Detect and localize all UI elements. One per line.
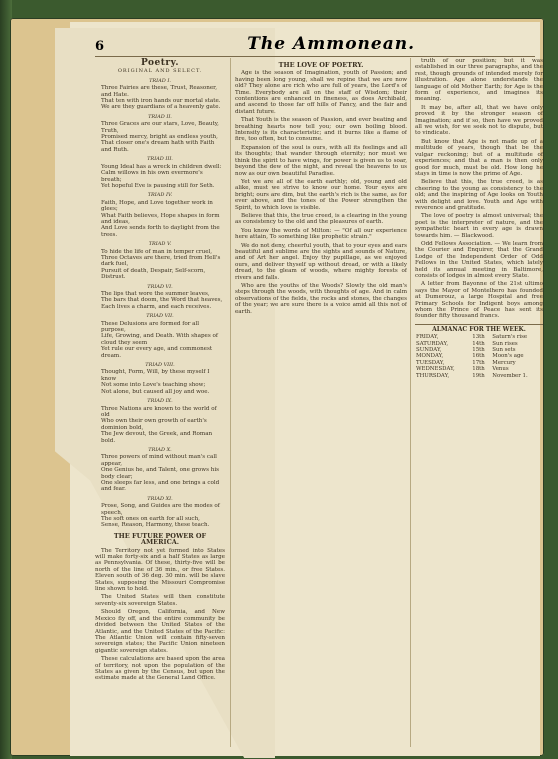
verse-line: Faith, Hope, and Love together work in glees;	[101, 199, 213, 213]
paragraph: Age is the season of Imagination, youth of Passion; and having been long young, shall we repine that we are now old? They alone are rich who are full of years, the Lord's of Time. Everybody are all on the staff of Wisdom; their contentions are enhanced in fineness, as does Archibald, and ascend to those far off hills of Fancy, and the fair and distant future.	[235, 70, 407, 115]
page-header	[95, 32, 535, 57]
verse-line: Not alone, but caused all joy and woe.	[101, 388, 210, 395]
verse-line: Three Fairies are these, Trust, Reasoner, and Hate.	[101, 85, 217, 98]
paragraph: The Territory not yet formed into States will make forty-six and a half States as large as Pennsylvania. Of these, thirty-five will be north of the line of 36 min., or free States. Eleven south of 36 deg. 30 min. will be slave States, supposing the Missouri Compromise line shown to hold.	[95, 547, 225, 593]
verse-line: And Love sends forth to daylight from the trees.	[101, 225, 220, 238]
almanac-date: 19th	[472, 372, 485, 379]
verse-line: Three powers of mind without man's call appear,	[101, 454, 217, 467]
verse-heading: TRIAD I.	[149, 77, 171, 84]
almanac-day: SUNDAY,	[416, 347, 442, 354]
verse-line: What Faith believes, Hope shapes in form and ideas,	[101, 212, 220, 225]
almanac-event: Sun rises	[492, 340, 518, 347]
verse-line: The lips that wore the summer leaves,	[101, 291, 210, 297]
verse-heading: TRIAD X.	[148, 446, 172, 453]
verse-line: Not some into Love's teaching show;	[101, 382, 206, 389]
column-poetry	[95, 58, 225, 747]
verse-line: One Genius he, and Talent, one grows his body clear;	[101, 467, 219, 480]
paragraph: Believe that this, the true creed, is a clearing in the young as consistency to the old and the pleasures of earth.	[235, 212, 407, 226]
verse-line: Young Ideal has a wreck in children dwell:	[101, 163, 222, 170]
verse-heading: TRIAD VI.	[147, 283, 173, 290]
verse-line: The bars that doom, the Word that heaves,	[101, 297, 223, 304]
verse-heading: TRIAD XI.	[147, 495, 173, 502]
verse-line: To hide the life of man in temper cruel,	[101, 248, 213, 255]
almanac-day: TUESDAY,	[416, 359, 445, 366]
paragraph: Yet we are all of the earth earthly; old, young and old alike, must we strive to know our home. Your eyes are bright; ours are dim, but the earth's rich is the same, as for ever above, and the tones of the Power strengthen the Spirit, to which love is visible.	[235, 178, 407, 211]
verse-heading: TRIAD III.	[147, 156, 173, 163]
verse-heading: TRIAD IV.	[147, 192, 173, 199]
right-article	[415, 58, 543, 320]
almanac-day: WEDNESDAY,	[416, 366, 455, 373]
paragraph: You know the words of Milton: — "Of all our experience here attain, To something like prophetic strain."	[235, 227, 407, 241]
future-article	[95, 548, 225, 682]
paragraph: Odd Fellows Association. — We learn from the Courier and Enquirer, that the Grand Lodge of the Independent Order of Odd Fellows in the United States, which lately held its annual meeting in Baltimore, consists of lodges in almost every State.	[415, 240, 543, 279]
almanac-event: Mercury	[492, 359, 516, 366]
page-number: 6	[95, 39, 105, 54]
verse-line: The Jew devout, the Greek, and Roman bold.	[101, 431, 213, 444]
paragraph: Expansion of the soul is ours, with all its feelings and all its thoughts; that wander through eternity; nor must we think the spirit to have wings, for power is given us to soar, beyond the dew of the night, and reveal the heavens to us now as our own beautiful Paradise.	[235, 144, 407, 177]
verse-line: That ten with iron hands our mortal state.	[101, 98, 221, 105]
paragraph: The love of poetry is almost universal; the poet is the interpreter of nature, and the sympathetic heart in every age is drawn towards him. — Blackwood.	[415, 213, 543, 239]
verse-line: The soft ones on earth for all such,	[101, 516, 200, 522]
verse-heading: TRIAD VII.	[146, 313, 174, 320]
almanac-date: 16th	[472, 353, 485, 360]
almanac-row	[415, 334, 543, 340]
almanac-date: 14th	[472, 340, 485, 347]
paragraph: That Youth is the season of Passion, and ever beating and breathing hearts now tell you; our own boiling blood. Intensity is its characteristic; and it burns like a flame of fire, too often, but to consume.	[235, 117, 407, 143]
poetry-title: Poetry.	[141, 58, 179, 68]
paragraph: Believe that this, the true creed, is as cheering to the young as consistency to the old; and the inspiring of Age looks on Youth with delight and love. Youth and Age with reverence and gratitude.	[415, 179, 543, 211]
paragraph: We do not deny, cheerful youth, that to your eyes and ears beautiful and sublime are the sights and sounds of Nature, and of Art her angel. Enjoy thy pupillage, as we enjoyed ours, and deliver thyself up without dread, or with a likely dread, to the gleam of woods, where mighty forests of rivers and falls.	[235, 242, 407, 281]
almanac-event: November 1.	[492, 372, 528, 379]
verse-line: Yet hopeful Eve is pausing still for Seth.	[101, 182, 215, 189]
verse-line: Three Graces are our stars, Love, Beauty, Truth,	[101, 121, 219, 134]
almanac-date: 18th	[472, 366, 485, 373]
almanac-day: THURSDAY,	[416, 372, 450, 379]
verse-line: We are they guardians of a heavenly gate.	[101, 104, 221, 111]
verse-list	[95, 78, 225, 529]
paragraph: The United States will then constitute seventy-six sovereign States.	[95, 594, 225, 607]
verse-line: One sleeps far less, and one brings a cold and fear.	[101, 479, 220, 493]
almanac-date: 13th	[472, 334, 485, 341]
almanac-event: Saturn's rise	[492, 334, 528, 341]
verse-line: Prose, Song, and Guides are the modes of speech,	[101, 503, 220, 516]
verse-line: That closer one's dream hath with Faith and Ruth.	[101, 140, 215, 153]
verse-line: Promised mercy, bright as endless youth,	[101, 134, 218, 141]
almanac-event: Moon's age	[492, 353, 524, 360]
paragraph: It may be, after all, that we have only proved it by the stronger season of Imagination; and if so, then have we proved all we wish, for we seek not to dispute, but to vindicate.	[415, 104, 543, 137]
column-right	[410, 58, 543, 747]
poetry-subtitle: ORIGINAL AND SELECT.	[117, 68, 203, 75]
almanac-day: MONDAY,	[416, 353, 444, 360]
column-love-of-poetry	[230, 58, 407, 747]
almanac-event: Venus	[492, 366, 509, 373]
verse-heading: TRIAD IX.	[147, 398, 173, 405]
almanac-table	[415, 334, 543, 379]
almanac-day: FRIDAY,	[416, 334, 439, 341]
almanac-date: 17th	[472, 359, 485, 366]
paragraph: But know that Age is not made up of a multitude of years, though that be the vulgar reckoning; but of a multitude of experiences; and that a man is then only good for much, must be old. How long he stays in time is now the prime of Age.	[415, 138, 543, 177]
verse-line: Three Octaves are there, tried from Hell's dark fuel,	[101, 254, 221, 268]
paragraph: A letter from Bayonne of the 21st ultimo says the Mayor of Montelhero has founded at Dumerouz, a large Hospital and free Primary Schools for Indigent boys among whom the Prince of Peace has sent its founder fifty thousand francs.	[415, 281, 543, 320]
verse-line: Three Nations are known to the world of old	[101, 405, 217, 418]
paragraph: These calculations are based upon the area of territory, not upon the population of the States as given by the Census, but upon the estimate made at the General Land Office.	[95, 656, 225, 682]
verse-heading: TRIAD V.	[148, 241, 172, 248]
verse-line: These Delusions are formed for all purpose,	[101, 320, 200, 334]
verse-line: Who own their own growth of earth's dominion bold,	[101, 418, 207, 431]
paragraph: Who are the youths of the Woods? Slowly the old man's steps through the woods, with thoughts of age. And in calm observations of the fields, the rocks and stones, the changes of the year; we are sure there is a voice amid all this not of earth.	[235, 283, 407, 315]
verse-heading: TRIAD VIII.	[145, 362, 175, 369]
masthead: The Ammonean.	[247, 34, 415, 54]
verse-line: Pursuit of death, Despair, Self-scorn, Distrust.	[101, 267, 206, 281]
love-article	[235, 70, 407, 315]
love-title: THE LOVE OF POETRY.	[278, 61, 364, 69]
verse-line: Sense, Reason, Harmony, these teach.	[101, 522, 210, 529]
verse-line: Thought, Form, Will, by these myself I know	[101, 369, 210, 382]
paragraph: truth of our position; but it was established in our three paragraphs, and the rest, though grounds of intended merely for illustration. Age alone understands the language of old Mother Earth; for Age is the form of experience, and imagines its meaning.	[415, 58, 543, 103]
almanac-event: Sun sets	[492, 347, 516, 354]
almanac-date: 15th	[472, 347, 485, 354]
verse-line: Yet rule our every age, and commonest dream.	[101, 346, 213, 359]
almanac-row	[415, 373, 543, 379]
verse-heading: TRIAD II.	[148, 113, 172, 120]
verse-line: Life, Growing, and Death. With shapes of cloud they seem	[101, 333, 218, 346]
verse-line: Each lives a charm, and each receives.	[101, 303, 212, 310]
almanac-title: ALMANAC FOR THE WEEK.	[415, 324, 543, 333]
paragraph: Should Oregon, California, and New Mexico fly off, and the entire community be divided between the United States of the Atlantic, and the United States of the Pacific: The Atlantic Union will contain fifty-seven sovereign states; the Pacific Union nineteen gigantic sovereign states.	[95, 609, 225, 654]
verse-line: Calm willows in his own evermore's breath;	[101, 170, 203, 183]
almanac-day: SATURDAY,	[416, 340, 449, 347]
future-title: THE FUTURE POWER OF AMERICA.	[113, 531, 207, 547]
